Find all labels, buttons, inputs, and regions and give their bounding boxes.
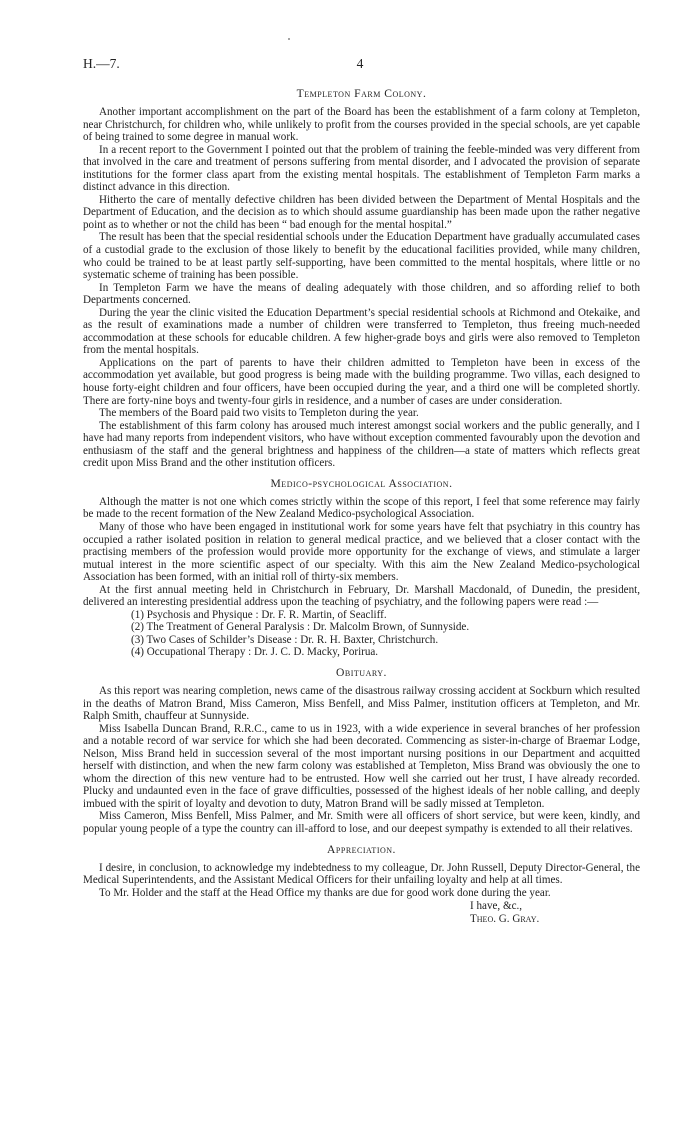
section-heading-templeton: Templeton Farm Colony. bbox=[296, 87, 427, 100]
page-header bbox=[83, 58, 640, 80]
papers-list bbox=[83, 609, 640, 659]
paragraph: Although the matter is not one which comes strictly within the scope of this report, I feel that some reference may fairly be made to the recent formation of the New Zealand Medico-psychological Association. bbox=[83, 495, 640, 521]
paragraph: Miss Isabella Duncan Brand, R.R.C., came to us in 1923, with a wide experience in several branches of her profession and a notable record of war service for which she had been decorated. Commencing as sister-in-charge of Braemar Lodge, Nelson, Miss Brand held in succession several of the most important nursing positions in our Department and acquitted herself with distinction, and when the new farm colony was established at Templeton, Miss Brand was obviously the one to whom the direction of this new venture had to be entrusted. How well she carried out her trust, I have already recorded. Plucky and undaunted even in the face of grave difficulties, possessed of the highest ideals of her noble calling, and deeply imbued with the spirit of loyalty and devotion to duty, Matron Brand will be sadly missed at Templeton. bbox=[83, 722, 640, 810]
paragraph: In a recent report to the Government I pointed out that the problem of training the feeble-minded was very different from that involved in the care and treatment of persons suffering from mental disorder, and I advocated the provision of separate institutions for the former class apart from the existing mental hospitals. The establishment of Templeton Farm marks a distinct advance in this direction. bbox=[83, 143, 640, 194]
paragraph: The establishment of this farm colony has aroused much interest amongst social workers and the public generally, and I have had many reports from independent visitors, who have without exception commented favourably upon the devotion and enthusiasm of the staff and the general brightness and happiness of the children—a state of matters which reflects great credit upon Miss Brand and the other institution officers. bbox=[83, 419, 640, 470]
paragraph: I desire, in conclusion, to acknowledge my indebtedness to my colleague, Dr. John Russell, Deputy Director-General, the Medical Superintendents, and the Assistant Medical Officers for their unfailing loyalty and help at all times. bbox=[83, 861, 640, 887]
paragraph: At the first annual meeting held in Christchurch in February, Dr. Marshall Macdonald, of Dunedin, the president, delivered an interesting presidential address upon the teaching of psychiatry, and the following papers were read :— bbox=[83, 583, 640, 609]
paragraph: As this report was nearing completion, news came of the disastrous railway crossing accident at Sockburn which resulted in the deaths of Matron Brand, Miss Cameron, Miss Benfell, and Miss Palmer, institution officers at Templeton, and Mr. Ralph Smith, chauffeur at Sunnyside. bbox=[83, 684, 640, 723]
section-heading-obituary: Obituary. bbox=[336, 665, 387, 679]
closing-line: I have, &c., bbox=[470, 900, 523, 913]
signature-name: Theo. G. Gray. bbox=[470, 912, 540, 925]
paragraph: To Mr. Holder and the staff at the Head Office my thanks are due for good work done during the year. bbox=[99, 886, 551, 899]
section-heading-medico-psychological: Medico-psychological Association. bbox=[270, 476, 453, 490]
list-item: (2) The Treatment of General Paralysis : Dr. Malcolm Brown, of Sunnyside. bbox=[131, 621, 470, 634]
list-item: (3) Two Cases of Schilder’s Disease : Dr. R. H. Baxter, Christchurch. bbox=[131, 633, 439, 646]
paragraph: Miss Cameron, Miss Benfell, Miss Palmer, and Mr. Smith were all officers of short service, but were keen, kindly, and popular young people of a type the country can ill-afford to lose, and our deepest sympathy is extended to all their relatives. bbox=[83, 810, 640, 835]
paragraph: The result has been that the special residential schools under the Education Department have gradually accumulated cases of a custodial grade to the exclusion of those likely to benefit by the educational facilities provided, while many children, who could be trained to be at least partly self-supporting, have been committed to the mental hospitals, where little or no systematic scheme of training has been possible. bbox=[83, 231, 640, 282]
document-reference: H.—7. bbox=[83, 56, 120, 71]
paragraph: During the year the clinic visited the Education Department’s special residential schools at Richmond and Otekaike, and as the result of examinations made a number of children were transferred to Templeton, thus freeing much-needed accommodation at these schools for educable children. A few higher-grade boys and girls were also removed to Templeton from the mental hospitals. bbox=[83, 306, 640, 357]
paragraph: In Templeton Farm we have the means of dealing adequately with those children, and so affording relief to both Departments concerned. bbox=[83, 281, 640, 307]
signoff bbox=[83, 900, 640, 925]
paragraph: Many of those who have been engaged in institutional work for some years have felt that psychiatry in this country has occupied a rather isolated position in relation to general medical practice, and we believed that a closer contact with the practising members of the profession would provide more opportunity for the exchange of views, and stimulate a larger mutual interest in the more scientific aspect of our specialty. With this aim the New Zealand Medico-psychological Association has been formed, with an initial roll of thirty-six members. bbox=[83, 520, 640, 584]
paragraph: Applications on the part of parents to have their children admitted to Templeton have been in excess of the accommodation yet available, but good progress is being made with the building programme. Two villas, each designed to house forty-eight children and four officers, have been occupied during the year, and a third one will be completed shortly. There are forty-nine boys and twenty-four girls in residence, and a number of cases are under consideration. bbox=[83, 356, 640, 407]
paragraph: Another important accomplishment on the part of the Board has been the establishment of a farm colony at Templeton, near Christchurch, for children who, while unlikely to profit from the courses provided in the special schools, are yet capable of being trained to some degree in manual work. bbox=[83, 106, 640, 144]
list-item: (4) Occupational Therapy : Dr. J. C. D. Macky, Porirua. bbox=[131, 646, 379, 659]
paragraph: The members of the Board paid two visits to Templeton during the year. bbox=[99, 407, 419, 420]
paragraph: Hitherto the care of mentally defective children has been divided between the Department of Mental Hospitals and the Department of Education, and the decision as to which should assume guardianship has been made upon the rather negative point as to whether or not the child has been “ bad enough for the mental hospital.” bbox=[83, 193, 640, 231]
scan-speck bbox=[288, 38, 290, 40]
section-heading-appreciation: Appreciation. bbox=[327, 842, 396, 856]
list-item: (1) Psychosis and Physique : Dr. F. R. Martin, of Seacliff. bbox=[131, 608, 387, 621]
page-number: 4 bbox=[356, 56, 364, 71]
